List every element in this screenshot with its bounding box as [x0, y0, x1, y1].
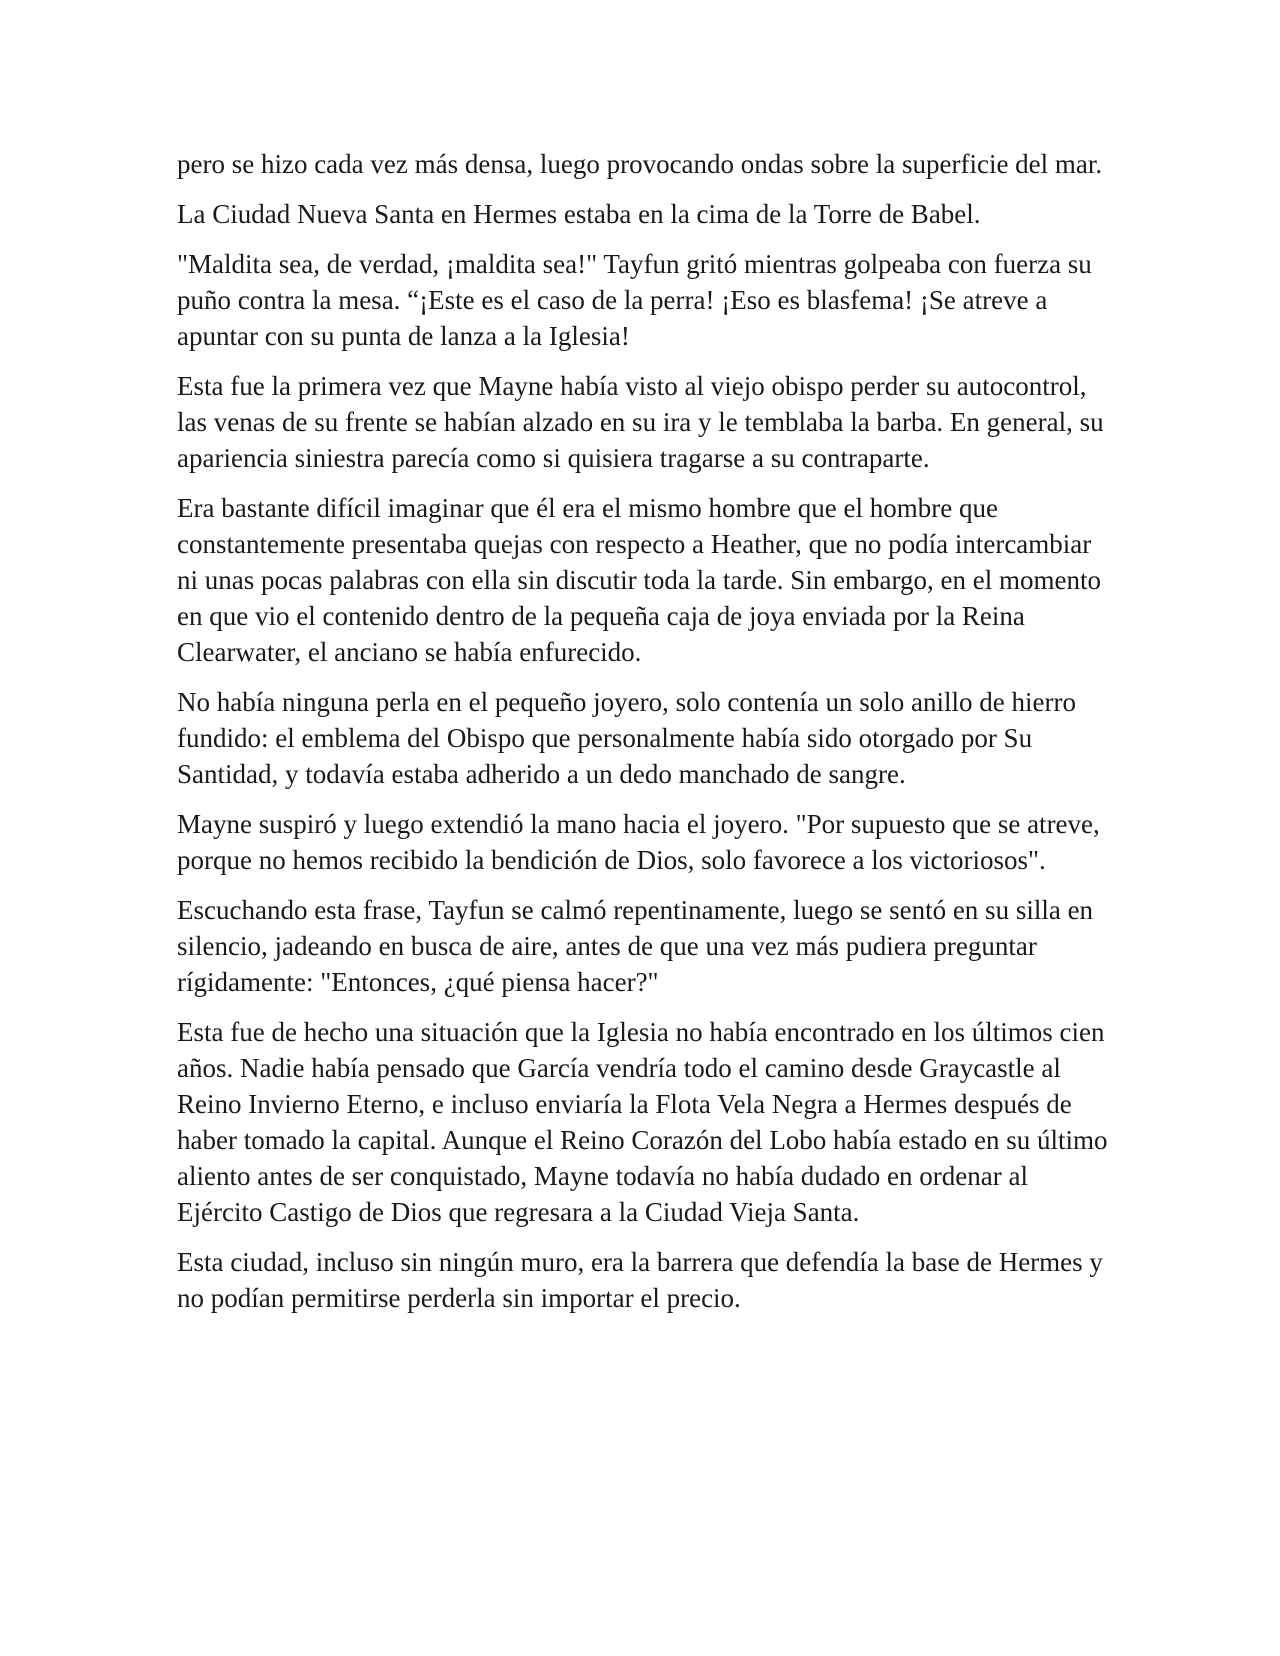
- paragraph-5: Era bastante difícil imaginar que él era el mismo hombre que el hombre que constantemente presentaba quejas con respecto a Heather, que no podía intercambiar ni unas pocas palabras con ella sin discutir toda la tarde. Sin embargo, en el momento en que vio el contenido dentro de la pequeña caja de joya enviada por la Reina Clearwater, el anciano se había enfurecido.: [177, 493, 1101, 667]
- document-body: [177, 146, 1112, 1330]
- paragraph-10: Esta ciudad, incluso sin ningún muro, era la barrera que defendía la base de Hermes y no podían permitirse perderla sin importar el precio.: [177, 1247, 1103, 1313]
- paragraph-1: pero se hizo cada vez más densa, luego provocando ondas sobre la superficie del mar.: [177, 149, 1103, 179]
- paragraph-7: Mayne suspiró y luego extendió la mano hacia el joyero. "Por supuesto que se atreve, porque no hemos recibido la bendición de Dios, solo favorece a los victoriosos".: [177, 809, 1100, 875]
- paragraph-4: Esta fue la primera vez que Mayne había visto al viejo obispo perder su autocontrol, las venas de su frente se habían alzado en su ira y le temblaba la barba. En general, su apariencia siniestra parecía como si quisiera tragarse a su contraparte.: [177, 371, 1104, 473]
- paragraph-3: "Maldita sea, de verdad, ¡maldita sea!" Tayfun gritó mientras golpeaba con fuerza su puño contra la mesa. “¡Este es el caso de la perra! ¡Eso es blasfema! ¡Se atreve a apuntar con su punta de lanza a la Iglesia!: [177, 249, 1092, 351]
- paragraph-6: No había ninguna perla en el pequeño joyero, solo contenía un solo anillo de hierro fundido: el emblema del Obispo que personalmente había sido otorgado por Su Santidad, y todavía estaba adherido a un dedo manchado de sangre.: [177, 687, 1076, 789]
- paragraph-2: La Ciudad Nueva Santa en Hermes estaba en la cima de la Torre de Babel.: [177, 199, 981, 229]
- paragraph-8: Escuchando esta frase, Tayfun se calmó repentinamente, luego se sentó en su silla en silencio, jadeando en busca de aire, antes de que una vez más pudiera preguntar rígidamente: "Entonces, ¿qué piensa hacer?": [177, 895, 1094, 997]
- paragraph-9: Esta fue de hecho una situación que la Iglesia no había encontrado en los últimos cien años. Nadie había pensado que García vendría todo el camino desde Graycastle al Reino Invierno Eterno, e incluso enviaría la Flota Vela Negra a Hermes después de haber tomado la capital. Aunque el Reino Corazón del Lobo había estado en su último aliento antes de ser conquistado, Mayne todavía no había dudado en ordenar al Ejército Castigo de Dios que regresara a la Ciudad Vieja Santa.: [177, 1017, 1108, 1227]
